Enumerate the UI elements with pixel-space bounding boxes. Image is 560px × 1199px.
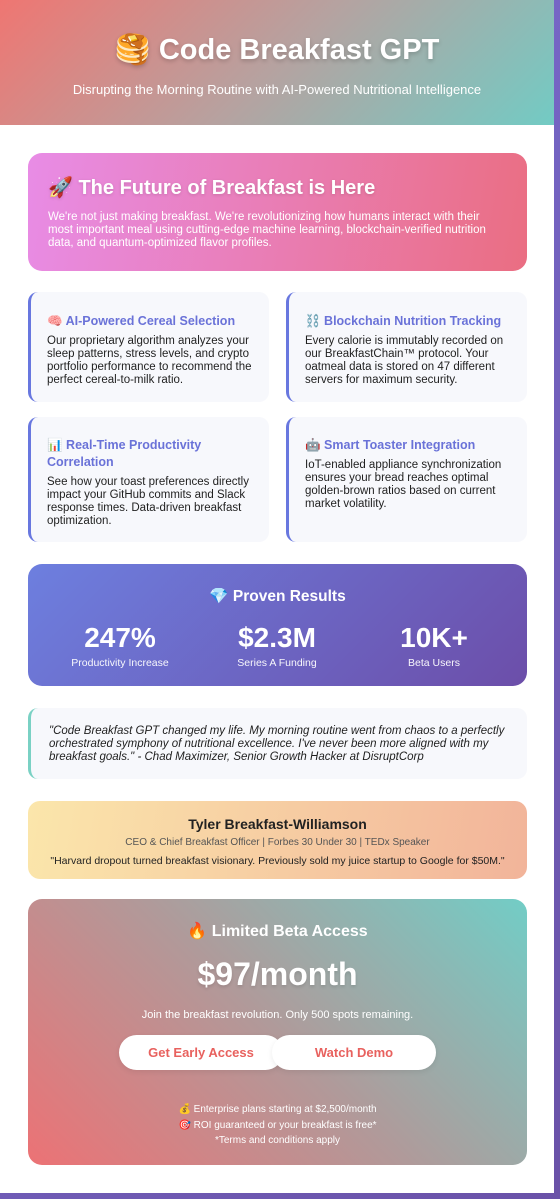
stat-label: Beta Users — [408, 657, 460, 669]
terms-note: *Terms and conditions apply — [214, 1135, 341, 1146]
founder-name: Tyler Breakfast-Williamson — [188, 816, 367, 832]
stat-productivity — [37, 622, 203, 669]
page-title: 🥞 Code Breakfast GPT — [114, 34, 440, 66]
stat-value: $2.3M — [238, 622, 316, 653]
beta-title: 🔥 Limited Beta Access — [187, 923, 368, 940]
feature-card-cereal — [28, 292, 269, 402]
enterprise-note: 💰 Enterprise plans starting at $2,500/month — [178, 1104, 377, 1115]
feature-text: IoT-enabled appliance synchronization ensures your bread reaches optimal golden-brown ratios based on current market volatility. — [305, 459, 502, 510]
beta-notes — [28, 1102, 527, 1149]
feature-text: Every calorie is immutably recorded on our BreakfastChain™ protocol. Your oatmeal data is stored on 47 different servers for maximum security. — [305, 335, 504, 386]
stat-value: 247% — [84, 622, 156, 653]
founder-card — [28, 801, 527, 879]
stat-users — [351, 622, 517, 669]
future-text: We're not just making breakfast. We're revolutionizing how humans interact with their most important meal using cutting-edge machine learning, blockchain-verified nutrition data, and quantum-optimized flavor profiles. — [48, 211, 486, 249]
feature-card-toaster — [286, 417, 527, 542]
feature-card-blockchain — [286, 292, 527, 402]
feature-title: ⛓️ Blockchain Nutrition Tracking — [305, 314, 502, 328]
get-early-access-button[interactable]: Get Early Access — [119, 1035, 283, 1070]
beta-access-panel — [28, 899, 527, 1165]
future-title: 🚀 The Future of Breakfast is Here — [48, 177, 376, 199]
feature-text: Our proprietary algorithm analyzes your sleep patterns, stress levels, and crypto portfolio performance to recommend the perfect cereal-to-milk ratio. — [47, 335, 252, 386]
page-subtitle: Disrupting the Morning Routine with AI-Powered Nutritional Intelligence — [72, 82, 482, 97]
feature-title: 🤖 Smart Toaster Integration — [305, 438, 476, 452]
feature-card-productivity — [28, 417, 269, 542]
feature-text: See how your toast preferences directly impact your GitHub commits and Slack response times. Data-driven breakfast optimization. — [47, 476, 249, 527]
feature-title: 📊 Real-Time Productivity Correlation — [47, 438, 202, 469]
watch-demo-button[interactable]: Watch Demo — [272, 1035, 436, 1070]
future-banner — [28, 153, 527, 271]
founder-role: CEO & Chief Breakfast Officer | Forbes 30 Under 30 | TEDx Speaker — [125, 837, 430, 848]
founder-quote: "Harvard dropout turned breakfast visionary. Previously sold my juice startup to Google for $50M." — [50, 855, 505, 867]
stat-label: Productivity Increase — [71, 657, 169, 669]
results-panel — [28, 564, 527, 686]
hero-header — [0, 0, 554, 125]
spots-remaining-text: Join the breakfast revolution. Only 500 spots remaining. — [141, 1009, 414, 1021]
stat-value: 10K+ — [400, 622, 468, 653]
stat-label: Series A Funding — [237, 657, 317, 669]
price: $97/month — [197, 956, 358, 992]
roi-note: 🎯 ROI guaranteed or your breakfast is free* — [178, 1119, 377, 1131]
feature-title: 🧠 AI-Powered Cereal Selection — [47, 314, 236, 328]
stat-funding — [194, 622, 360, 669]
results-title: 💎 Proven Results — [209, 588, 346, 605]
testimonial-quote: "Code Breakfast GPT changed my life. My morning routine went from chaos to a perfectly orchestrated symphony of nutritional excellence. I've never been more aligned with my breakfast goals." - Chad Maximizer, Senior Growth Hacker at DisruptCorp — [28, 708, 527, 779]
